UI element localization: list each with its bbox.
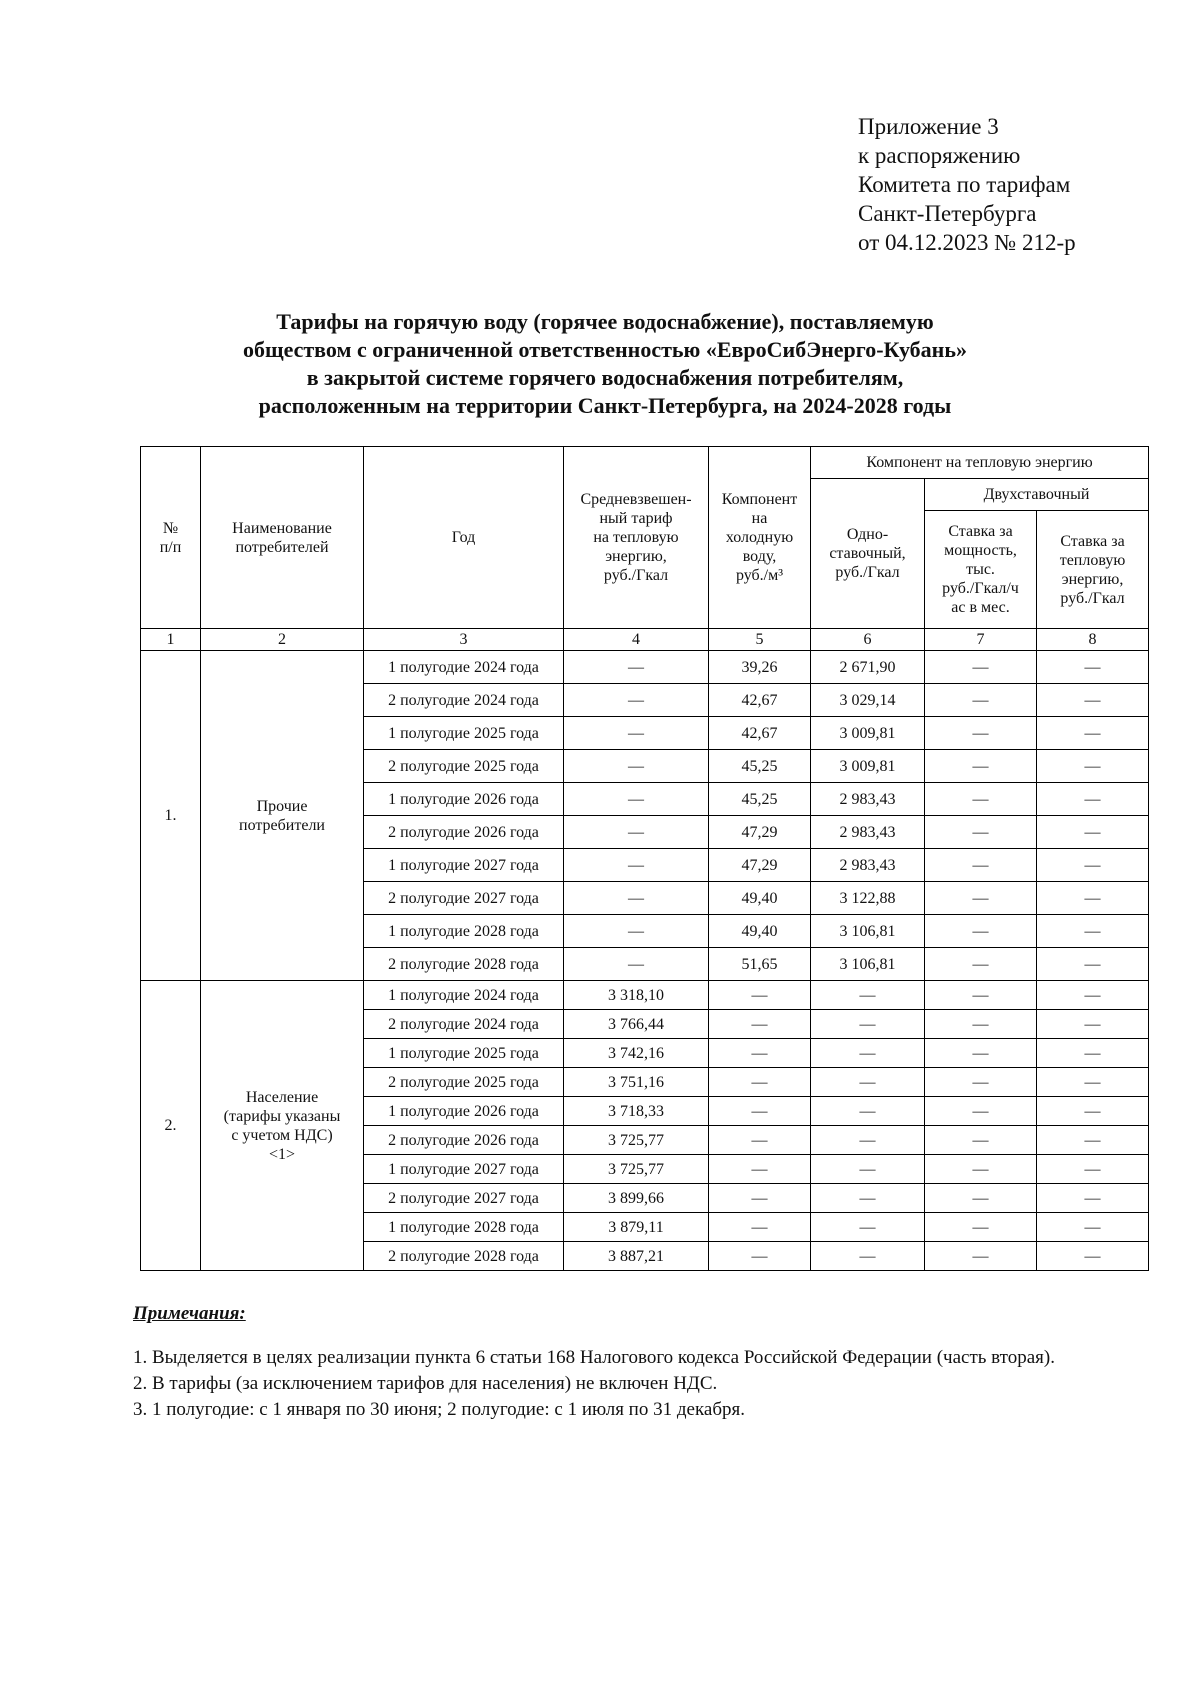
cold-cell: — — [709, 1097, 811, 1126]
column-number: 4 — [564, 629, 709, 651]
consumer-name-line: <1> — [268, 1145, 296, 1163]
capacity-cell: — — [925, 1039, 1037, 1068]
column-number: 7 — [925, 629, 1037, 651]
capacity-cell: — — [925, 1010, 1037, 1039]
header-year: Год — [364, 447, 564, 629]
appendix-line: от 04.12.2023 № 212-р — [858, 230, 1076, 255]
single-cell: — — [811, 1039, 925, 1068]
single-cell: 3 106,81 — [811, 948, 925, 981]
period-cell: 1 полугодие 2025 года — [364, 1039, 564, 1068]
energy-cell: — — [1037, 1184, 1149, 1213]
group-number: 2. — [141, 981, 201, 1271]
single-cell: — — [811, 1155, 925, 1184]
weighted-cell: 3 879,11 — [564, 1213, 709, 1242]
energy-cell: — — [1037, 882, 1149, 915]
period-cell: 1 полугодие 2028 года — [364, 915, 564, 948]
period-cell: 1 полугодие 2028 года — [364, 1213, 564, 1242]
single-cell: 3 122,88 — [811, 882, 925, 915]
period-cell: 2 полугодие 2026 года — [364, 816, 564, 849]
header-heat-component: Компонент на тепловую энергию — [811, 447, 1149, 479]
title-line: в закрытой системе горячего водоснабжения потребителям, — [306, 365, 904, 390]
single-cell: 2 983,43 — [811, 783, 925, 816]
energy-cell: — — [1037, 948, 1149, 981]
cold-cell: — — [709, 1039, 811, 1068]
energy-cell: — — [1037, 1068, 1149, 1097]
consumer-name-line: (тарифы указаны — [223, 1107, 341, 1125]
note-item: 2. В тарифы (за исключением тарифов для населения) не включен НДС. — [133, 1373, 718, 1394]
single-cell: 2 983,43 — [811, 816, 925, 849]
table-row — [141, 651, 1149, 684]
column-number: 5 — [709, 629, 811, 651]
capacity-cell: — — [925, 1097, 1037, 1126]
period-cell: 2 полугодие 2024 года — [364, 684, 564, 717]
cold-cell: — — [709, 1155, 811, 1184]
capacity-cell: — — [925, 651, 1037, 684]
weighted-cell: — — [564, 816, 709, 849]
capacity-cell: — — [925, 1155, 1037, 1184]
cold-cell: — — [709, 1068, 811, 1097]
period-cell: 1 полугодие 2024 года — [364, 981, 564, 1010]
document-title — [140, 308, 1070, 420]
energy-cell: — — [1037, 783, 1149, 816]
title-line: расположенным на территории Санкт-Петербурга, на 2024-2028 годы — [258, 393, 952, 418]
single-cell: 3 106,81 — [811, 915, 925, 948]
energy-cell: — — [1037, 816, 1149, 849]
cold-cell: 45,25 — [709, 783, 811, 816]
weighted-cell: 3 742,16 — [564, 1039, 709, 1068]
energy-cell: — — [1037, 750, 1149, 783]
table-row — [141, 981, 1149, 1010]
capacity-cell: — — [925, 1242, 1037, 1271]
single-cell: 2 671,90 — [811, 651, 925, 684]
period-cell: 2 полугодие 2026 года — [364, 1126, 564, 1155]
tariffs-table — [140, 446, 1149, 1271]
energy-cell: — — [1037, 1213, 1149, 1242]
consumer-name-line: Прочие — [256, 797, 308, 815]
energy-cell: — — [1037, 1155, 1149, 1184]
weighted-cell: 3 718,33 — [564, 1097, 709, 1126]
notes-title: Примечания: — [133, 1303, 246, 1324]
header-num: № п/п — [141, 447, 201, 629]
weighted-cell: — — [564, 849, 709, 882]
column-number-row — [141, 629, 1149, 651]
notes-list — [133, 1345, 1055, 1423]
capacity-cell: — — [925, 1068, 1037, 1097]
energy-cell: — — [1037, 1126, 1149, 1155]
weighted-cell: — — [564, 717, 709, 750]
period-cell: 1 полугодие 2026 года — [364, 1097, 564, 1126]
cold-cell: 47,29 — [709, 816, 811, 849]
capacity-cell: — — [925, 750, 1037, 783]
period-cell: 2 полугодие 2024 года — [364, 1010, 564, 1039]
title-line: Тарифы на горячую воду (горячее водоснабжение), поставляемую — [276, 309, 934, 334]
header-capacity-rate: Ставка за мощность, тыс. руб./Гкал/ч ас в мес. — [925, 511, 1037, 629]
weighted-cell: 3 725,77 — [564, 1126, 709, 1155]
period-cell: 1 полугодие 2024 года — [364, 651, 564, 684]
consumer-name-line: Население — [245, 1088, 319, 1106]
energy-cell: — — [1037, 981, 1149, 1010]
capacity-cell: — — [925, 1184, 1037, 1213]
appendix-line: Приложение 3 — [858, 114, 999, 139]
single-cell: — — [811, 1010, 925, 1039]
weighted-cell: 3 318,10 — [564, 981, 709, 1010]
header-energy-rate: Ставка за тепловую энергию, руб./Гкал — [1037, 511, 1149, 629]
period-cell: 1 полугодие 2025 года — [364, 717, 564, 750]
consumer-name — [201, 981, 364, 1271]
weighted-cell: — — [564, 948, 709, 981]
single-cell: — — [811, 1184, 925, 1213]
single-cell: 3 029,14 — [811, 684, 925, 717]
cold-cell: 47,29 — [709, 849, 811, 882]
cold-cell: — — [709, 1184, 811, 1213]
energy-cell: — — [1037, 849, 1149, 882]
single-cell: — — [811, 1213, 925, 1242]
cold-cell: — — [709, 1242, 811, 1271]
cold-cell: 39,26 — [709, 651, 811, 684]
capacity-cell: — — [925, 1213, 1037, 1242]
capacity-cell: — — [925, 717, 1037, 750]
weighted-cell: — — [564, 915, 709, 948]
capacity-cell: — — [925, 783, 1037, 816]
energy-cell: — — [1037, 651, 1149, 684]
appendix-reference — [858, 112, 1076, 257]
cold-cell: 49,40 — [709, 882, 811, 915]
capacity-cell: — — [925, 1126, 1037, 1155]
header-weighted-tariff: Средневзвешен- ный тариф на тепловую энергию, руб./Гкал — [564, 447, 709, 629]
period-cell: 1 полугодие 2026 года — [364, 783, 564, 816]
weighted-cell: 3 751,16 — [564, 1068, 709, 1097]
energy-cell: — — [1037, 684, 1149, 717]
weighted-cell: — — [564, 882, 709, 915]
note-item: 1. Выделяется в целях реализации пункта 6 статьи 168 Налогового кодекса Российской Федерации (часть вторая). — [133, 1347, 1055, 1368]
period-cell: 2 полугодие 2025 года — [364, 750, 564, 783]
weighted-cell: — — [564, 750, 709, 783]
capacity-cell: — — [925, 816, 1037, 849]
capacity-cell: — — [925, 882, 1037, 915]
consumer-name-line: потребители — [239, 816, 325, 834]
column-number: 3 — [364, 629, 564, 651]
single-cell: 2 983,43 — [811, 849, 925, 882]
cold-cell: 49,40 — [709, 915, 811, 948]
single-cell: — — [811, 1068, 925, 1097]
weighted-cell: — — [564, 651, 709, 684]
header-single-rate: Одно- ставочный, руб./Гкал — [811, 479, 925, 629]
column-number: 6 — [811, 629, 925, 651]
cold-cell: — — [709, 1126, 811, 1155]
weighted-cell: 3 766,44 — [564, 1010, 709, 1039]
column-number: 1 — [141, 629, 201, 651]
column-number: 2 — [201, 629, 364, 651]
header-two-rate: Двухставочный — [925, 479, 1149, 511]
period-cell: 1 полугодие 2027 года — [364, 1155, 564, 1184]
energy-cell: — — [1037, 717, 1149, 750]
single-cell: — — [811, 1126, 925, 1155]
capacity-cell: — — [925, 948, 1037, 981]
appendix-line: к распоряжению — [858, 143, 1021, 168]
header-cold-water: Компонент на холодную воду, руб./м³ — [709, 447, 811, 629]
appendix-line: Комитета по тарифам — [858, 172, 1071, 197]
period-cell: 2 полугодие 2027 года — [364, 882, 564, 915]
header-consumer: Наименование потребителей — [201, 447, 364, 629]
capacity-cell: — — [925, 915, 1037, 948]
consumer-name — [201, 651, 364, 981]
capacity-cell: — — [925, 849, 1037, 882]
single-cell: — — [811, 981, 925, 1010]
cold-cell: — — [709, 1213, 811, 1242]
single-cell: 3 009,81 — [811, 717, 925, 750]
weighted-cell: 3 725,77 — [564, 1155, 709, 1184]
note-item: 3. 1 полугодие: с 1 января по 30 июня; 2 полугодие: с 1 июля по 31 декабря. — [133, 1399, 745, 1420]
cold-cell: — — [709, 1010, 811, 1039]
consumer-name-line: с учетом НДС) — [231, 1126, 333, 1144]
capacity-cell: — — [925, 684, 1037, 717]
weighted-cell: 3 887,21 — [564, 1242, 709, 1271]
appendix-line: Санкт-Петербурга — [858, 201, 1037, 226]
weighted-cell: — — [564, 783, 709, 816]
group-number: 1. — [141, 651, 201, 981]
period-cell: 2 полугодие 2028 года — [364, 948, 564, 981]
tariffs-table-body — [141, 651, 1149, 1271]
title-line: обществом с ограниченной ответственностью «ЕвроСибЭнерго-Кубань» — [243, 337, 967, 362]
cold-cell: — — [709, 981, 811, 1010]
energy-cell: — — [1037, 1242, 1149, 1271]
single-cell: — — [811, 1097, 925, 1126]
period-cell: 2 полугодие 2025 года — [364, 1068, 564, 1097]
cold-cell: 42,67 — [709, 684, 811, 717]
period-cell: 1 полугодие 2027 года — [364, 849, 564, 882]
capacity-cell: — — [925, 981, 1037, 1010]
period-cell: 2 полугодие 2028 года — [364, 1242, 564, 1271]
period-cell: 2 полугодие 2027 года — [364, 1184, 564, 1213]
weighted-cell: 3 899,66 — [564, 1184, 709, 1213]
energy-cell: — — [1037, 1010, 1149, 1039]
weighted-cell: — — [564, 684, 709, 717]
energy-cell: — — [1037, 915, 1149, 948]
cold-cell: 51,65 — [709, 948, 811, 981]
column-number: 8 — [1037, 629, 1149, 651]
cold-cell: 45,25 — [709, 750, 811, 783]
energy-cell: — — [1037, 1097, 1149, 1126]
cold-cell: 42,67 — [709, 717, 811, 750]
single-cell: — — [811, 1242, 925, 1271]
single-cell: 3 009,81 — [811, 750, 925, 783]
energy-cell: — — [1037, 1039, 1149, 1068]
